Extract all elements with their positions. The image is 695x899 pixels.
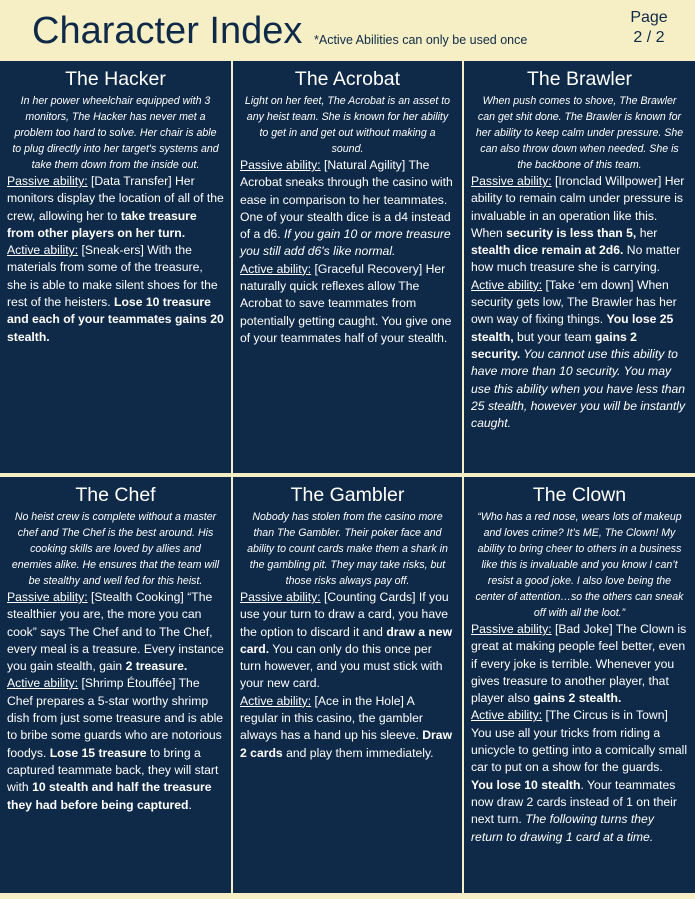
character-intro: No heist crew is complete without a master chef and The Chef is the best around. His cooking skills are loved by allies and enemies alike. He ensures that the team will be stealthy and well fed for this heist. [11,511,220,587]
active-ability-label: Active ability: [240,693,312,708]
passive-ability-text: [Natural Agility] The Acrobat sneaks through the casino with ease in comparison to her teammates. One of your stealth dice is a d4 instead of a d6. [240,158,453,242]
passive-ability-text: draw a new card. [240,624,453,656]
character-card-gambler [233,477,462,893]
active-ability-text: Lose 15 treasure [49,745,147,760]
active-ability-text: Lose 10 treasure and each of your teammates gains 20 stealth. [7,295,224,344]
active-ability-label: Active ability: [471,277,543,292]
passive-ability-text: her [636,225,658,240]
passive-ability-label: Passive ability: [7,590,88,604]
passive-ability-text: You can only do this once per turn however, and you must stick with your new card. [240,641,443,691]
active-ability-text: 10 stealth and half the treasure they had before being captured [7,780,212,812]
character-name: The Gambler [290,484,405,506]
page-title: Character Index [32,10,303,52]
ability-text [471,173,688,432]
character-intro: Nobody has stolen from the casino more than The Gambler. Their poker face and ability to count cards make them a shark in the gambling pit. They may take risks, but those risks always pay off. [247,511,448,587]
character-card-acrobat [233,61,462,473]
active-ability-text: [Take ‘em down] When security gets low, The Brawler has her own way of fixing things. [471,277,677,327]
active-abilities-note: *Active Abilities can only be used once [314,33,528,47]
ability-text [7,589,224,814]
active-ability-text: . Your teammates now draw 2 cards instead of 1 on their next turn. [471,777,677,827]
active-ability-label: Active ability: [240,261,312,276]
character-card-brawler [464,61,695,473]
character-name: The Brawler [526,68,633,90]
passive-ability-text: [Data Transfer] Her monitors display the location of all of the crew, allowing her to [7,174,224,223]
passive-ability-text: [Counting Cards] If you use your turn to draw a card, you have the option to discard it and [240,590,449,639]
character-card-clown [464,477,695,893]
passive-ability-text: take treasure from other players on her turn. [7,208,197,240]
passive-ability-label: Passive ability: [7,174,88,188]
passive-ability-label: Passive ability: [471,622,552,636]
active-ability-text: [Sneak-ers] With the materials from some of the treasure, she is able to make silent shoes for the rest of the heisters. [7,243,218,310]
ability-text [7,173,224,346]
active-ability-text: [Shrimp Étouffée] The Chef prepares a 5-star worthy shrimp dish from just some treasure and is able to bribe some guards who are notorious foodys. [7,676,224,760]
active-ability-text: You cannot use this ability to have more than 10 security. You may use this ability when you have less than 25 stealth, however you will be instantly caught. [471,346,686,431]
active-ability-label: Active ability: [7,676,79,691]
character-intro: In her power wheelchair equipped with 3 monitors, The Hacker has never met a problem too hard to solve. Her chair is able to plug directly into her target's systems and take them down from the inside out. [12,95,219,171]
passive-ability-label: Passive ability: [471,174,552,188]
character-card-hacker [0,61,231,473]
passive-ability-text: [Stealth Cooking] “The stealthier you are, the more you can cook” says The Chef and to The Chef, every meal is a treasure. Every instance you gain stealth, gain [7,590,224,674]
active-ability-text: to bring a captured teammate back, they will start with [7,745,219,795]
character-name: The Clown [532,484,627,506]
character-name: The Chef [75,484,156,506]
header [0,0,695,60]
passive-ability-text: No matter how much treasure she is carrying. [471,243,681,275]
page-number: 2 / 2 [633,29,665,46]
active-ability-text: You lose 25 stealth, [471,312,674,344]
active-ability-text: The following turns they return to drawing 1 card at a time. [471,812,654,844]
character-name: The Hacker [65,68,166,90]
active-ability-label: Active ability: [7,243,79,258]
character-intro: When push comes to shove, The Brawler can get shit done. The Brawler is known for her ability to keep calm under pressure. She can also throw down when needed. She is the backbone of this team. [475,95,684,171]
page-label: Page [630,9,668,26]
ability-text [240,157,455,347]
passive-ability-text: [Ironclad Willpower] Her ability to remain calm under pressure is invaluable in an operation like this. When [471,174,685,240]
passive-ability-text: 2 treasure. [125,659,188,674]
character-grid [0,61,695,899]
active-ability-text: [The Circus is in Town] You use all your tricks from riding a unicycle to getting into a comically small car to put on a show for the guards. [471,708,688,775]
page-indicator [619,8,679,48]
passive-ability-text: gains 2 stealth. [533,691,622,706]
ability-text [471,621,688,846]
active-ability-text: . [188,797,192,812]
active-ability-text: Draw 2 cards [240,728,453,760]
character-name: The Acrobat [294,68,401,90]
active-ability-text: You lose 10 stealth [471,777,581,792]
passive-ability-text: security is less than 5, [506,225,637,240]
active-ability-text: [Graceful Recovery] Her naturally quick reflexes allow The Acrobat to save teammates from potentially getting caught. You give one of your teammates half of your stealth. [240,261,452,345]
active-ability-text: but your team [513,329,595,344]
passive-ability-text: [Bad Joke] The Clown is great at making people feel better, even if every joke is terrible. Whenever you gives treasure to another player, that player also [471,622,687,706]
active-ability-label: Active ability: [471,708,543,723]
passive-ability-label: Passive ability: [240,590,321,604]
character-card-chef [0,477,231,893]
active-ability-text: and play them immediately. [282,745,434,760]
active-ability-text: [Ace in the Hole] A regular in this casino, the gambler always has a hand up his sleeve. [240,693,423,743]
character-intro: “Who has a red nose, wears lots of makeup and loves crime? It’s ME, The Clown! My ability to bring cheer to others in a business like this is invaluable and you know I can’t resist a good joke. I also love being the center of attention…so the others can sneak off with all the loot.” [475,511,684,619]
passive-ability-text: If you gain 10 or more treasure you still add d6's like normal. [240,227,451,259]
character-intro: Light on her feet, The Acrobat is an asset to any heist team. She is known for her ability to get in and get out without making a sound. [244,95,451,155]
active-ability-text: gains 2 security. [471,329,637,361]
ability-text [240,589,455,762]
passive-ability-label: Passive ability: [240,158,321,172]
passive-ability-text: stealth dice remain at 2d6. [471,243,624,258]
